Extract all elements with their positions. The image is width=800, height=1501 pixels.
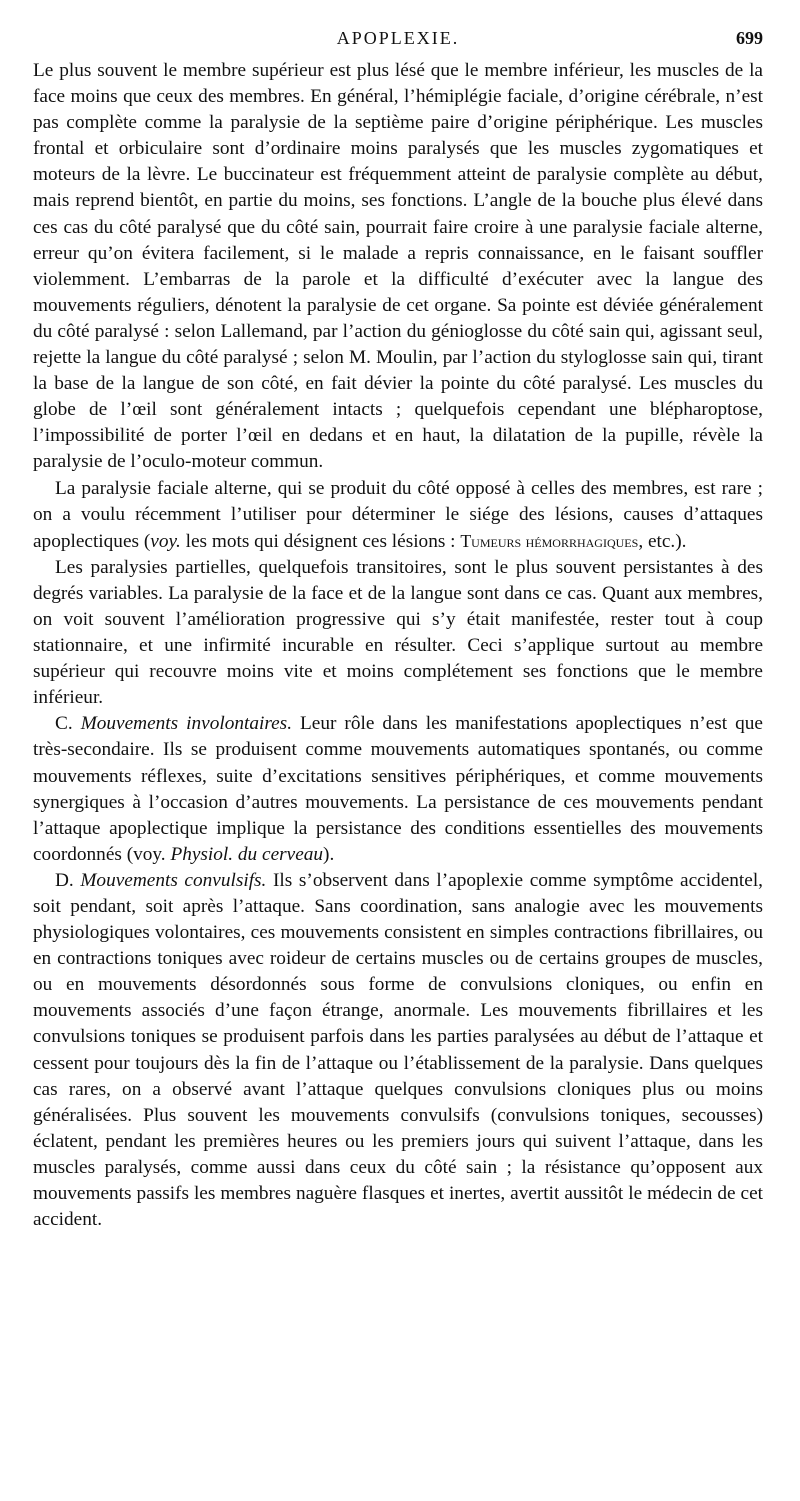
paragraph-text: Leur rôle dans les manifestations apoplectiques n’est que très-secondaire. Ils se produisent comme mouvements automatiques spontanés, ou comme mouvements réflexes, suite d’excitations sensitives périphériques, et comme mouvements synergiques à l’occasion d’autres mouvements. La persistance de ces mouvements pendant l’attaque apoplectique implique la persistance des conditions essentielles des mouvements coordonnés (voy.: [33, 713, 763, 865]
paragraph: [33, 476, 763, 555]
paragraph-text: les mots qui désignent ces lésions :: [180, 530, 461, 552]
paragraph-text: La paralysie faciale alterne, qui se produit du côté opposé à celles des membres, est rare ; on a voulu récemment l’utiliser pour déterminer le siége des lésions, causes d’attaques apoplectiques (: [33, 477, 763, 552]
section-heading: Mouvements convulsifs.: [80, 869, 267, 891]
cross-reference-term: Tumeurs hémorrhagiques: [460, 530, 639, 551]
section-heading: Mouvements involontaires.: [80, 713, 293, 735]
paragraph-text: Ils s’observent dans l’apoplexie comme symptôme accidentel, soit pendant, soit après l’attaque. Sans coordination, sans analogie avec les mouvements physiologiques volontaires, ces mouvements consistent en simples contractions fibrillaires, ou en contractions toniques avec roideur de certains muscles ou de certains groupes de muscles, ou en mouvements désordonnés sous forme de convulsions cloniques, ou enfin en mouvements associés d’une façon étrange, anormale. Les mouvements fibrillaires et les convulsions toniques se produisent parfois dans les parties paralysées au début de l’attaque et cessent pour toujours dès la fin de l’attaque ou l’établissement de la paralysie. Dans quelques cas rares, on a observé avant l’attaque quelques convulsions cloniques plus ou moins généralisées. Plus souvent les mouvements convulsifs (convulsions toniques, secousses) éclatent, pendant les premières heures ou les premiers jours qui suivent l’attaque, dans les muscles paralysés, comme aussi dans ceux du côté sain ; la résistance qu’opposent aux mouvements passifs les membres naguère flasques et inertes, avertit aussitôt le médecin de cet accident.: [33, 869, 763, 1231]
running-head: [33, 28, 763, 58]
cross-reference: Physiol. du cerveau: [170, 843, 324, 865]
paragraph-text: ).: [323, 843, 335, 865]
section-label: C.: [55, 713, 81, 735]
cross-reference: voy.: [150, 530, 181, 552]
section-label: D.: [55, 869, 81, 891]
page-number: 699: [736, 28, 763, 48]
paragraph: [33, 711, 763, 868]
body-text: [33, 58, 763, 1233]
paragraph: [33, 868, 763, 1233]
book-page: [33, 28, 763, 1233]
paragraph-text: , etc.).: [638, 530, 687, 552]
running-title: APOPLEXIE.: [336, 28, 460, 48]
paragraph: Le plus souvent le membre supérieur est plus lésé que le membre inférieur, les muscles de la face moins que ceux des membres. En général, l’hémiplégie faciale, d’origine cérébrale, n’est pas complète comme la paralysie de la septième paire d’origine périphérique. Les muscles frontal et orbiculaire sont d’ordinaire moins paralysés que les muscles zygomatiques et moteurs de la lèvre. Le buccinateur est fréquemment atteint de paralysie complète au début, mais reprend bientôt, en partie du moins, ses fonctions. L’angle de la bouche plus élevé dans ces cas du côté paralysé que du côté sain, pourrait faire croire à une paralysie faciale alterne, erreur qu’on évitera facilement, si le malade a repris connaissance, en le faisant souffler violemment. L’embarras de la parole et la difficulté d’exécuter avec la langue des mouvements réguliers, dénotent la paralysie de cet organe. Sa pointe est déviée généralement du côté paralysé : selon Lallemand, par l’action du génioglosse du côté sain qui, agissant seul, rejette la langue du côté paralysé ; selon M. Moulin, par l’action du styloglosse sain qui, tirant la base de la langue de son côté, en fait dévier la pointe du côté paralysé. Les muscles du globe de l’œil sont généralement intacts ; quelquefois cependant une blépharoptose, l’impossibilité de porter l’œil en dedans et en haut, la dilatation de la pupille, révèle la paralysie de l’oculo-moteur commun.: [33, 60, 763, 473]
paragraph: Les paralysies partielles, quelquefois transitoires, sont le plus souvent persistantes à des degrés variables. La paralysie de la face et de la langue sont dans ce cas. Quant aux membres, on voit souvent l’amélioration progressive qui s’y était manifestée, rester tout à coup stationnaire, et une infirmité incurable en résulter. Ceci s’applique surtout au membre supérieur qui recouvre moins vite et moins complétement ses fonctions que le membre inférieur.: [33, 556, 763, 709]
